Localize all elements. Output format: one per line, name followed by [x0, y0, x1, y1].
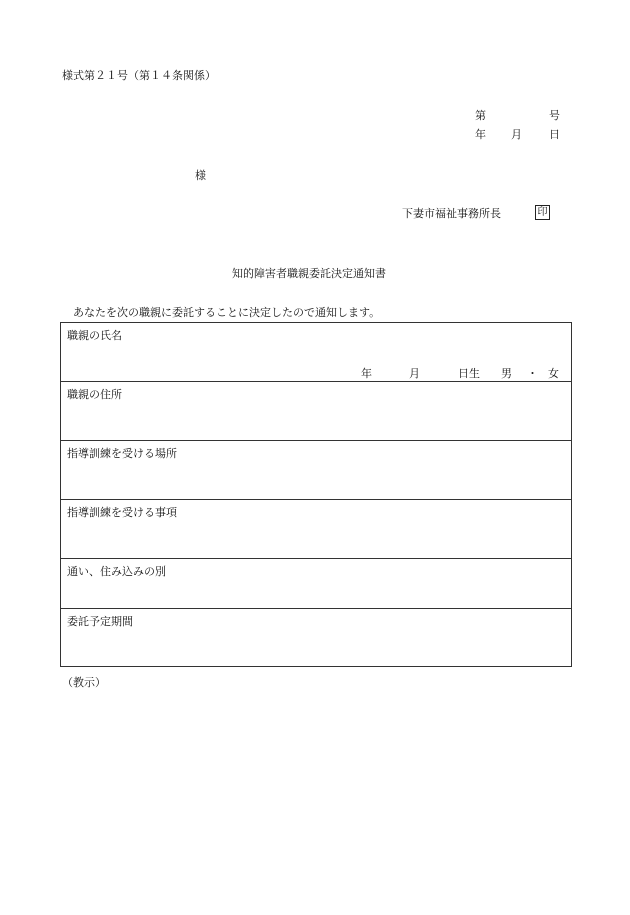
- addressee-honorific: 様: [195, 169, 206, 182]
- table-row-training-place: [61, 441, 572, 500]
- table-row-entrustment-period: [61, 609, 572, 667]
- training-place-cell[interactable]: [61, 441, 572, 500]
- birth-day-label: 日生: [458, 367, 480, 380]
- instruction-note: （教示）: [62, 676, 106, 689]
- document-number-prefix: 第: [475, 109, 486, 122]
- birth-year-label: 年: [361, 367, 372, 380]
- table-row-commute-or-live-in: [61, 559, 572, 609]
- sex-male-option[interactable]: 男: [501, 367, 512, 380]
- entrustment-period-label: 委託予定期間: [67, 615, 133, 628]
- issue-date-year: 年: [475, 128, 486, 141]
- sex-female-option[interactable]: 女: [548, 367, 559, 380]
- seal-stamp-box: 印: [535, 205, 550, 220]
- training-items-cell[interactable]: [61, 500, 572, 559]
- foster-employer-address-label: 職親の住所: [67, 388, 122, 401]
- intro-sentence: あなたを次の職親に委託することに決定したので通知します。: [73, 306, 381, 319]
- document-title: 知的障害者職親委託決定通知書: [232, 267, 386, 280]
- entrustment-period-cell[interactable]: [61, 609, 572, 667]
- form-number: 様式第２１号（第１４条関係）: [62, 69, 216, 82]
- table-row-training-items: [61, 500, 572, 559]
- commute-or-live-in-cell[interactable]: [61, 559, 572, 609]
- entrustment-table: [60, 322, 572, 667]
- foster-employer-name-label: 職親の氏名: [67, 329, 122, 342]
- sex-separator: ・: [527, 367, 538, 380]
- birth-month-label: 月: [409, 367, 420, 380]
- issue-date-month: 月: [511, 128, 522, 141]
- table-row-foster-employer-address: [61, 382, 572, 441]
- foster-employer-name-cell[interactable]: [61, 323, 572, 382]
- foster-employer-address-cell[interactable]: [61, 382, 572, 441]
- training-items-label: 指導訓練を受ける事項: [67, 506, 177, 519]
- training-place-label: 指導訓練を受ける場所: [67, 447, 177, 460]
- table-row-foster-employer-name: [61, 323, 572, 382]
- issue-date-day: 日: [549, 128, 560, 141]
- commute-or-live-in-label: 通い、住み込みの別: [67, 565, 166, 578]
- issuer-name: 下妻市福祉事務所長: [402, 207, 501, 220]
- document-number-suffix: 号: [549, 109, 560, 122]
